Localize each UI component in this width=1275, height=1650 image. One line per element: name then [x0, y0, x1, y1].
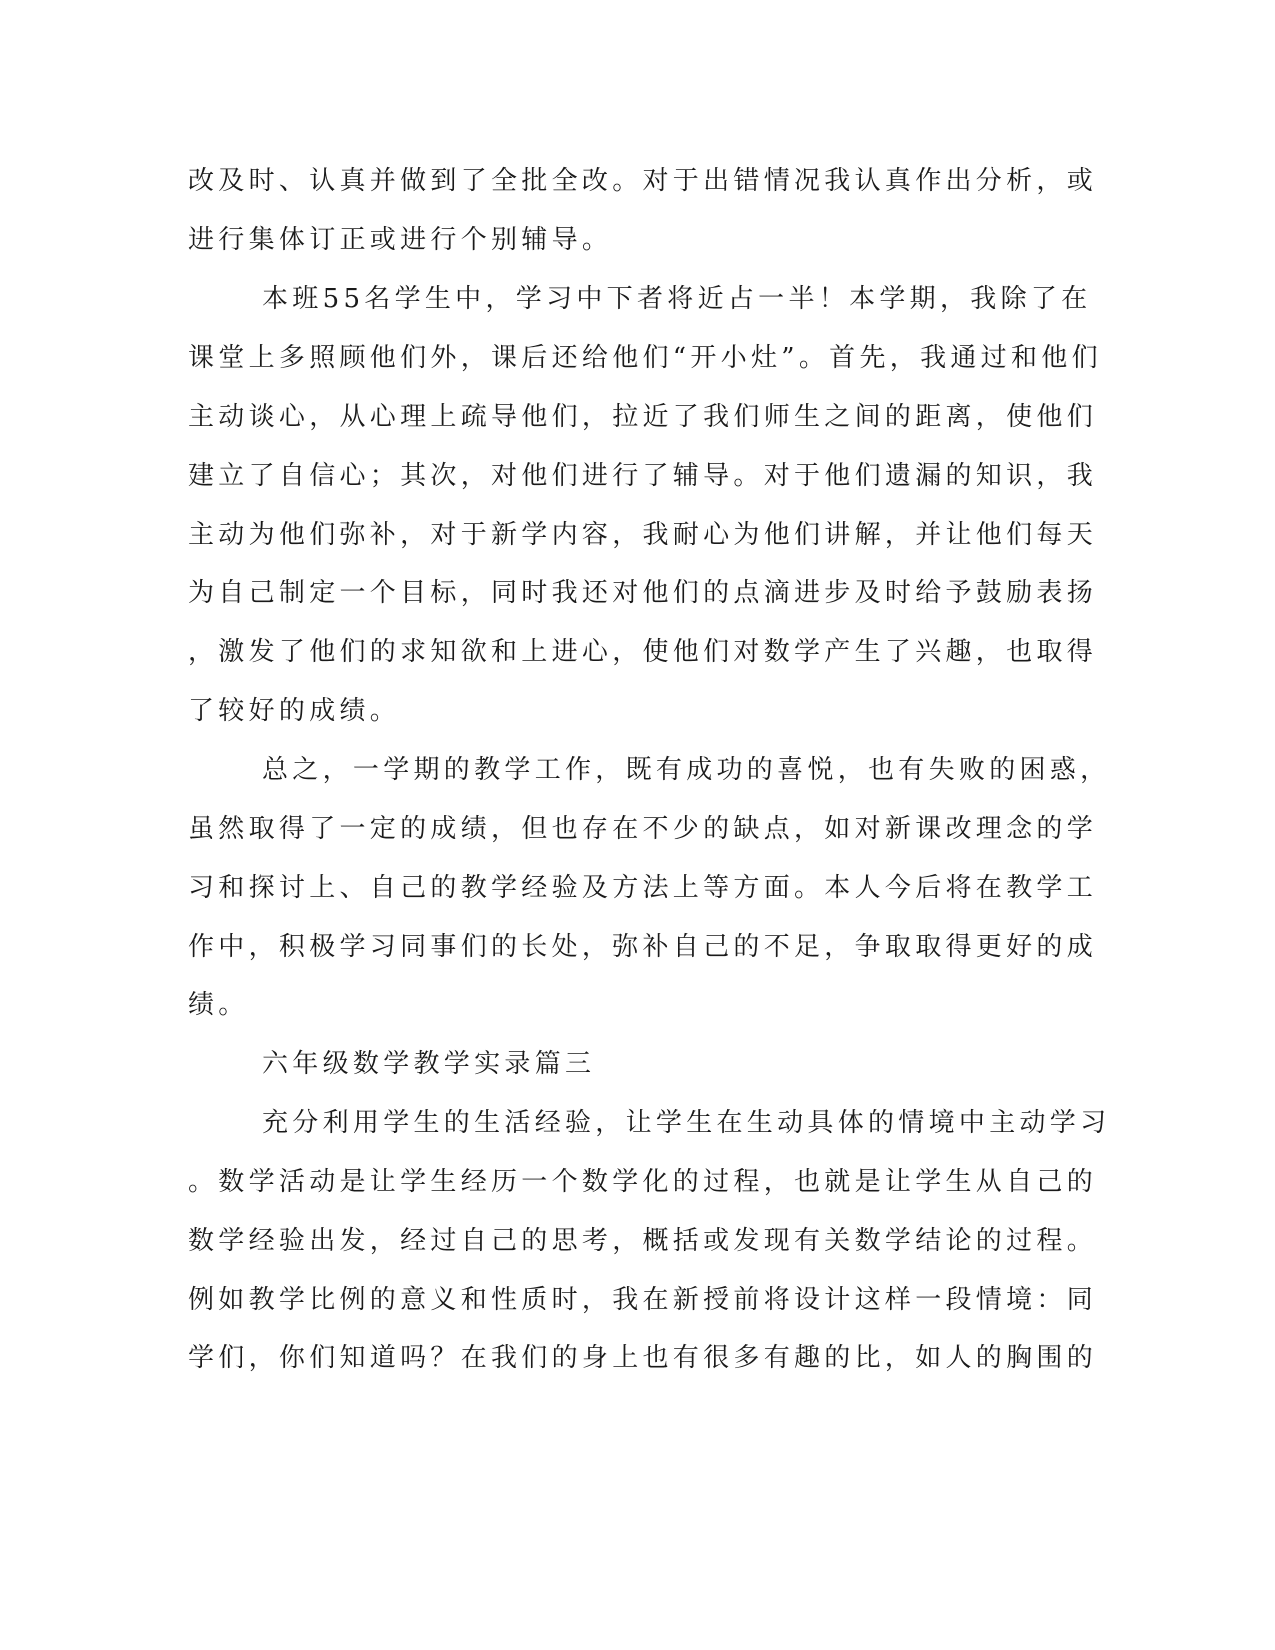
text-line: 作中，积极学习同事们的长处，弥补自己的不足，争取取得更好的成: [188, 932, 1098, 962]
text-line: 绩。: [188, 990, 249, 1020]
paragraph-start-line: 总之，一学期的教学工作，既有成功的喜悦，也有失败的困惑，: [262, 755, 1111, 785]
text-line: 主动为他们弥补，对于新学内容，我耐心为他们讲解，并让他们每天: [188, 520, 1098, 550]
text-line: 例如教学比例的意义和性质时，我在新授前将设计这样一段情境：同: [188, 1285, 1098, 1315]
text-line: 进行集体订正或进行个别辅导。: [188, 225, 613, 255]
text-line: 建立了自信心；其次，对他们进行了辅导。对于他们遗漏的知识，我: [188, 461, 1098, 491]
text-line: 改及时、认真并做到了全批全改。对于出错情况我认真作出分析，或: [188, 166, 1098, 196]
text-line: 。数学活动是让学生经历一个数学化的过程，也就是让学生从自己的: [188, 1167, 1098, 1197]
paragraph-start-line: 充分利用学生的生活经验，让学生在生动具体的情境中主动学习: [262, 1108, 1111, 1138]
text-line: 数学经验出发，经过自己的思考，概括或发现有关数学结论的过程。: [188, 1226, 1098, 1256]
text-line: 虽然取得了一定的成绩，但也存在不少的缺点，如对新课改理念的学: [188, 814, 1098, 844]
paragraph-start-line: 本班55名学生中，学习中下者将近占一半！本学期，我除了在: [262, 284, 1092, 314]
section-heading: 六年级数学教学实录篇三: [262, 1049, 596, 1079]
text-line: 了较好的成绩。: [188, 696, 401, 726]
text-line: 习和探讨上、自己的教学经验及方法上等方面。本人今后将在教学工: [188, 873, 1098, 903]
text-line: 学们，你们知道吗？在我们的身上也有很多有趣的比，如人的胸围的: [188, 1343, 1098, 1373]
text-line: ，激发了他们的求知欲和上进心，使他们对数学产生了兴趣，也取得: [188, 637, 1098, 667]
text-line: 为自己制定一个目标，同时我还对他们的点滴进步及时给予鼓励表扬: [188, 578, 1098, 608]
text-line: 课堂上多照顾他们外，课后还给他们“开小灶”。首先，我通过和他们: [188, 343, 1102, 373]
text-line: 主动谈心，从心理上疏导他们，拉近了我们师生之间的距离，使他们: [188, 402, 1098, 432]
